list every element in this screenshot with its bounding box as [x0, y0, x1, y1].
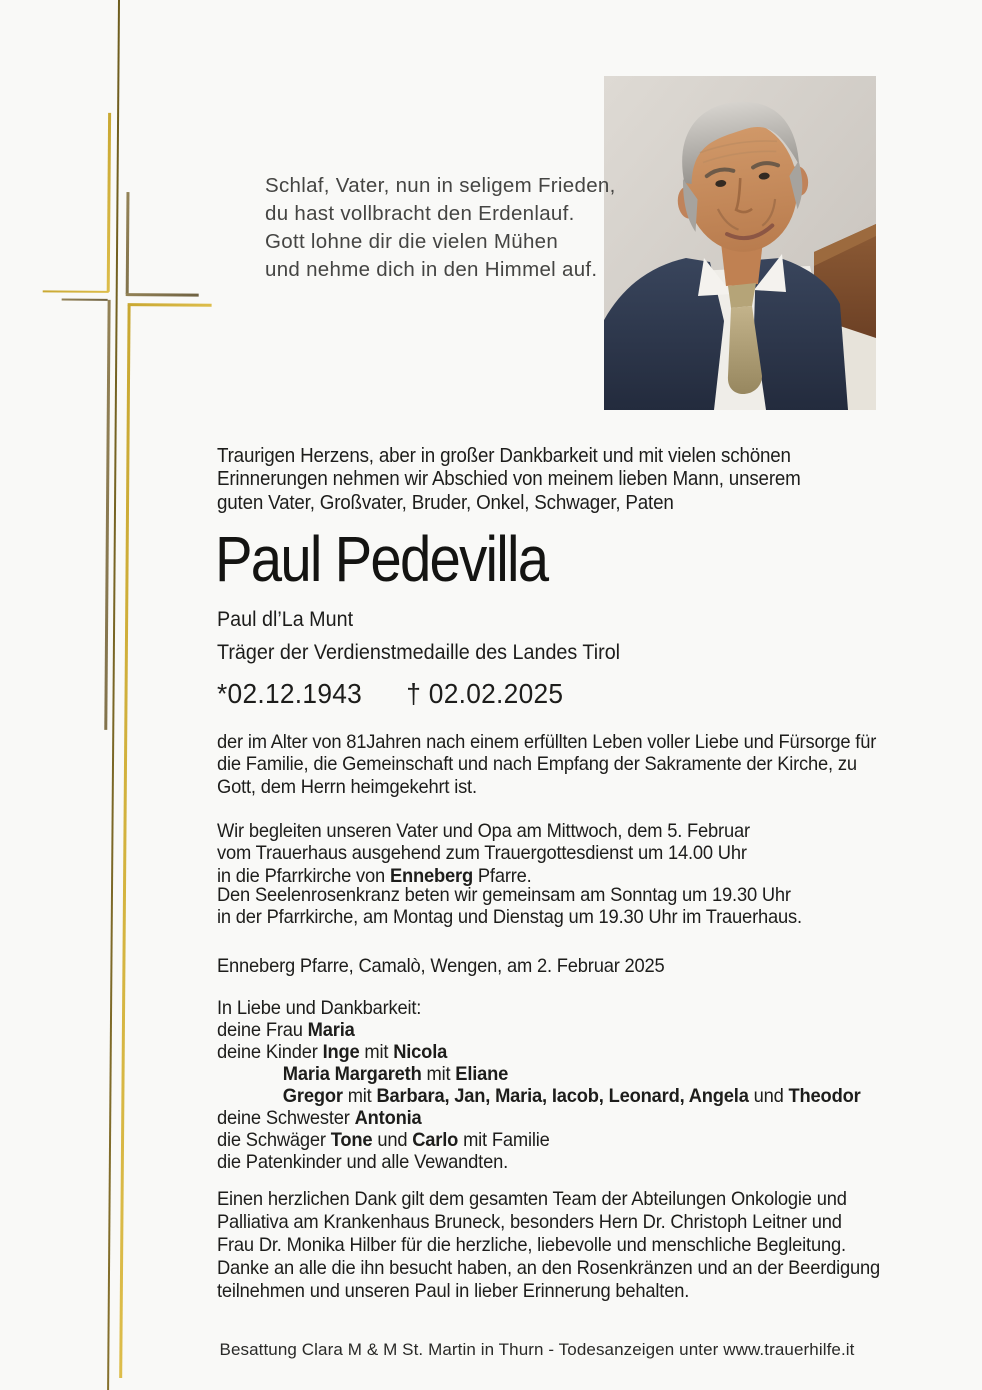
person-names: Barbara, Jan, Maria, Iacob, Leonard, Angela — [376, 1085, 749, 1107]
rosary-line: Den Seelenrosenkranz beten wir gemeinsam am Sonntag um 19.30 Uhr — [217, 884, 791, 906]
passing-paragraph — [217, 731, 876, 798]
death-date: † 02.02.2025 — [406, 678, 564, 709]
intro-line: Erinnerungen nehmen wir Abschied von meinem lieben Mann, unserem — [217, 468, 801, 491]
funeral-line: Wir begleiten unseren Vater und Opa am Mittwoch, dem 5. Februar — [217, 820, 750, 842]
cross-line-left-arm-olive — [62, 298, 108, 301]
family-line-brothers-in-law — [217, 1129, 861, 1151]
family-list — [217, 1019, 861, 1173]
cross-line-lower-right-vertical — [119, 305, 130, 1378]
verse-line: Schlaf, Vater, nun in seligem Frieden, — [265, 174, 616, 197]
intro-line: guten Vater, Großvater, Bruder, Onkel, Schwager, Paten — [217, 491, 674, 514]
person-name: Maria Margareth — [282, 1063, 422, 1085]
label: deine Schwester — [217, 1107, 355, 1129]
life-dates — [217, 678, 563, 710]
cross-line-center-vertical — [107, 0, 120, 1390]
introduction-text — [217, 445, 801, 515]
person-name: Antonia — [354, 1107, 422, 1129]
label: mit — [342, 1085, 377, 1107]
portrait-photo — [604, 76, 876, 410]
funeral-line-post: Pfarre. — [472, 864, 532, 887]
thanks-line: Einen herzlichen Dank gilt dem gesamten Team der Abteilungen Onkologie und — [217, 1188, 847, 1210]
person-name: Gregor — [282, 1085, 343, 1107]
funeral-paragraph — [217, 820, 750, 887]
verse-line: du hast vollbracht den Erdenlauf. — [265, 202, 575, 225]
thanks-line: Palliativa am Krankenhaus Bruneck, besonders Hern Dr. Christoph Leitner und — [217, 1211, 842, 1233]
undertaker-footer: Besattung Clara M & M St. Martin in Thurn - Todesanzeigen unter www.trauerhilfe.it — [219, 1340, 855, 1359]
cross-line-upper-left-vertical — [107, 113, 111, 292]
person-name: Eliane — [455, 1063, 509, 1085]
person-name: Theodor — [788, 1085, 861, 1107]
label: und — [372, 1129, 413, 1151]
photo-tie-knot — [728, 283, 756, 308]
rosary-paragraph — [217, 884, 802, 929]
passing-line: der im Alter von 81Jahren nach einem erfüllten Leben voller Liebe und Fürsorge für — [217, 731, 877, 753]
thanks-line: Danke an alle die ihn besucht haben, an den Rosenkränzen und an der Beerdigung — [217, 1257, 881, 1279]
family-line-child2 — [217, 1063, 861, 1085]
label: mit Familie — [458, 1129, 550, 1151]
cross-line-upper-right-vertical — [126, 192, 129, 294]
family-line-sister — [217, 1107, 861, 1129]
memorial-verse — [265, 172, 616, 284]
funeral-line-pre: in die Pfarrkirche von — [217, 864, 390, 887]
family-line-godchildren: die Patenkinder und alle Vewandten. — [217, 1151, 509, 1173]
rosary-line: in der Pfarrkirche, am Montag und Dienstag um 19.30 Uhr im Trauerhaus. — [217, 906, 802, 929]
thanks-line: Frau Dr. Monika Hilber für die herzliche, liebevolle und menschliche Begleitung. — [217, 1234, 846, 1256]
passing-line: die Familie, die Gemeinschaft und nach Empfang der Sakramente der Kirche, zu — [217, 753, 857, 776]
person-name: Maria — [307, 1019, 355, 1041]
label: die Schwäger — [217, 1129, 331, 1151]
person-name: Inge — [322, 1041, 360, 1063]
label: deine Frau — [217, 1019, 308, 1041]
label: deine Kinder — [217, 1041, 323, 1063]
cross-line-left-arm-gold — [43, 290, 109, 293]
deceased-honor-title: Träger der Verdienstmedaille des Landes Tirol — [217, 641, 621, 664]
funeral-line: vom Trauerhaus ausgehend zum Trauergottesdienst um 14.00 Uhr — [217, 842, 747, 865]
verse-line: Gott lohne dir die vielen Mühen — [265, 230, 559, 253]
family-line-wife — [217, 1019, 861, 1041]
portrait-illustration — [604, 76, 876, 410]
deceased-byname: Paul dl’La Munt — [217, 608, 354, 631]
label: mit — [359, 1041, 394, 1063]
label: und — [748, 1085, 789, 1107]
cross-line-right-arm-gold — [128, 303, 212, 306]
family-line-children — [217, 1041, 861, 1063]
birth-date: *02.12.1943 — [217, 678, 363, 709]
funeral-line-place: Enneberg — [389, 864, 473, 887]
cross-line-lower-left-vertical — [104, 300, 110, 730]
thanks-paragraph — [217, 1188, 880, 1303]
label: mit — [421, 1063, 456, 1085]
family-heading: In Liebe und Dankbarkeit: — [217, 997, 422, 1019]
verse-line: und nehme dich in den Himmel auf. — [265, 258, 598, 281]
person-name: Carlo — [412, 1129, 459, 1151]
place-date-line: Enneberg Pfarre, Camalò, Wengen, am 2. Februar 2025 — [217, 955, 665, 977]
cross-line-right-arm-olive — [126, 293, 199, 296]
person-name: Nicola — [393, 1041, 448, 1063]
deceased-name: Paul Pedevilla — [215, 523, 548, 595]
intro-line: Traurigen Herzens, aber in großer Dankbarkeit und mit vielen schönen — [217, 445, 791, 467]
passing-line: Gott, dem Herrn heimgekehrt ist. — [217, 775, 477, 798]
family-line-child3 — [217, 1085, 861, 1107]
person-name: Tone — [330, 1129, 373, 1151]
thanks-line: teilnehmen und unseren Paul in lieber Erinnerung behalten. — [217, 1280, 690, 1302]
